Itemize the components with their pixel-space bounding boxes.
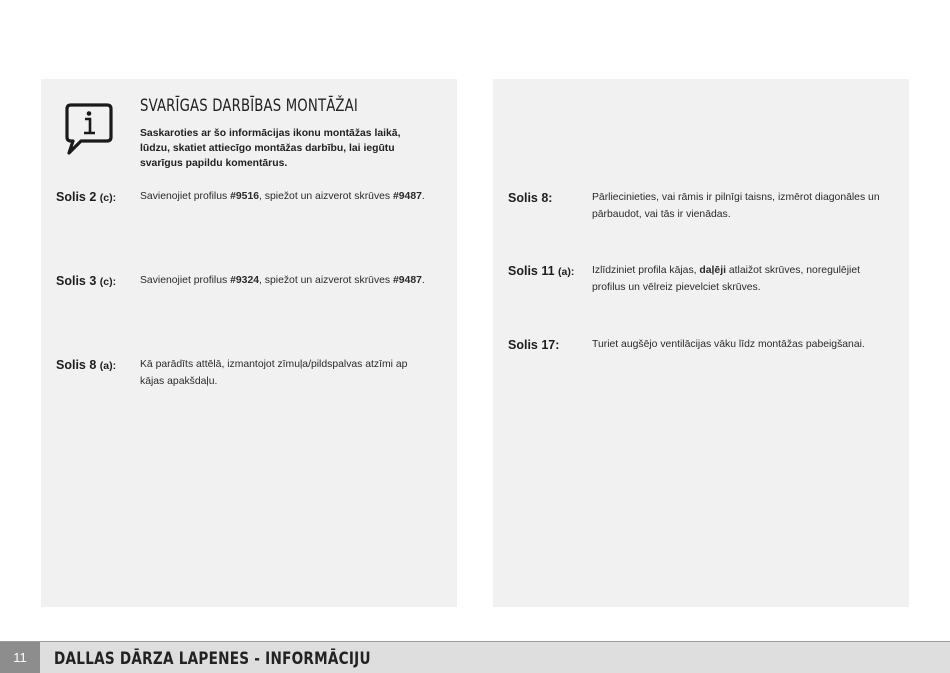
bold-text: #9487 <box>393 275 422 286</box>
step-label: Solis 8 (a): <box>56 358 117 372</box>
step-label: Solis 3 (c): <box>56 274 117 288</box>
bold-text: daļēji <box>699 265 726 276</box>
step-text <box>140 188 440 205</box>
step-text <box>592 189 892 223</box>
text-run: , spiežot un aizverot skrūves <box>259 191 393 202</box>
text-run: Izlīdziniet profila kājas, <box>592 265 700 276</box>
info-speech-bubble-icon <box>64 102 114 156</box>
text-run: Savienojiet profilus <box>140 191 231 202</box>
text-run: Kā parādīts attēlā, izmantojot zīmuļa/pildspalvas atzīmi ap kājas apakšdaļu. <box>140 359 408 387</box>
step-text <box>140 272 440 289</box>
text-run: atlaižot skrūves, noregulējiet profilus un vēlreiz pievelciet skrūves. <box>592 265 860 293</box>
footer-title: DALLAS DĀRZA LAPENES - INFORMĀCIJU <box>54 649 371 669</box>
bold-text: #9516 <box>230 191 260 202</box>
text-run: . <box>421 275 425 286</box>
step-label: Solis 8: <box>508 191 553 205</box>
text-run: Pārliecinieties, vai rāmis ir pilnīgi taisns, izmērot diagonāles un pārbaudot, vai tās ir vienādas. <box>592 192 880 220</box>
step-text <box>140 356 430 390</box>
step-label: Solis 2 (c): <box>56 190 117 204</box>
page-footer <box>0 641 950 673</box>
text-run: Turiet augšējo ventilācijas vāku līdz montāžas pabeigšanai. <box>592 339 865 350</box>
step-label: Solis 17: <box>508 338 560 352</box>
page-number: 11 <box>0 642 40 673</box>
bold-text: #9487 <box>393 191 422 202</box>
step-text <box>592 336 892 353</box>
step-label: Solis 11 (a): <box>508 264 575 278</box>
text-run: Savienojiet profilus <box>140 275 231 286</box>
info-text: Saskaroties ar šo informācijas ikonu montāžas laikā, lūdzu, skatiet attiecīgo montāžas darbību, lai iegūtu svarīgus papildu komentārus. <box>140 128 401 169</box>
step-text <box>592 262 882 296</box>
info-title: SVARĪGAS DARBĪBAS MONTĀŽAI <box>140 96 358 116</box>
text-run: , spiežot un aizverot skrūves <box>259 275 393 286</box>
text-run: . <box>421 191 425 202</box>
bold-text: #9324 <box>230 275 260 286</box>
